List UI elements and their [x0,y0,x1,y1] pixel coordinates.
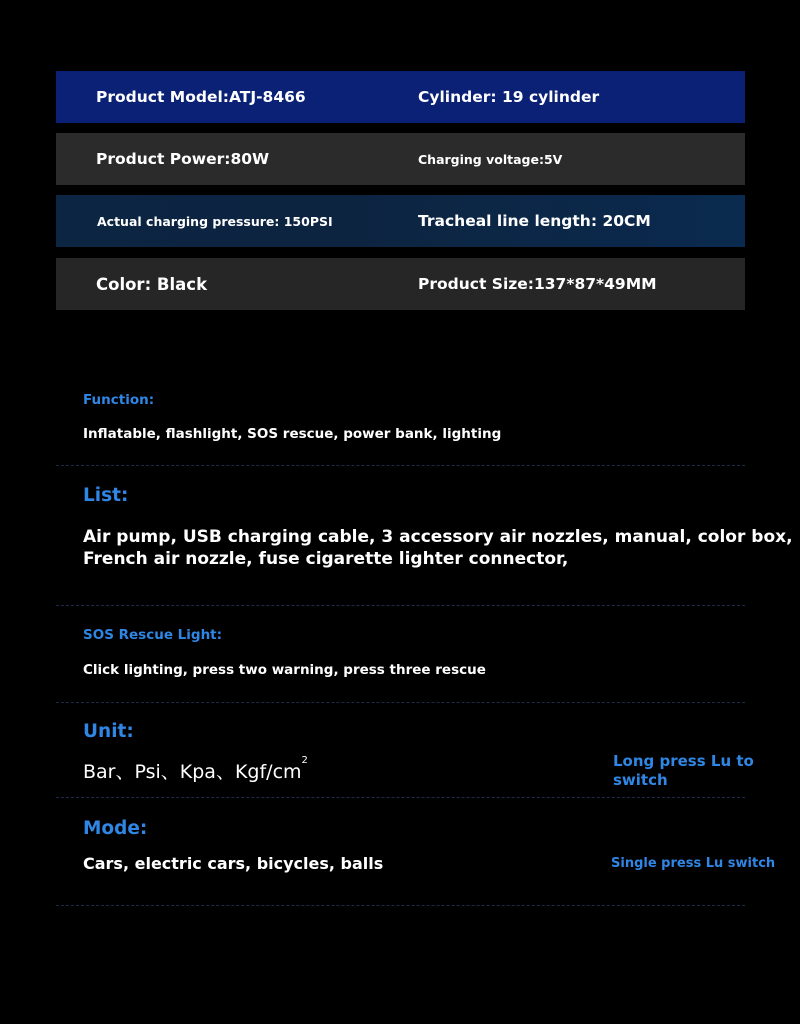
list-text-line-2: French air nozzle, fuse cigarette lighter connector, [83,549,569,569]
unit-switch-note-line-2: switch [613,771,668,789]
spec-tracheal-length: Tracheal line length: 20CM [418,212,651,230]
spec-row-model [56,71,745,123]
spec-row-color [56,258,745,310]
unit-switch-note-line-1: Long press Lu to [613,752,754,770]
spec-product-power: Product Power:80W [96,150,270,168]
unit-values: Bar、Psi、Kpa、Kgf/cm [83,761,302,783]
list-label: List: [83,485,129,506]
spec-product-size: Product Size:137*87*49MM [418,275,657,293]
function-text: Inflatable, flashlight, SOS rescue, power bank, lighting [83,426,502,442]
mode-label: Mode: [83,818,148,839]
unit-switch-note [613,752,754,790]
unit-superscript: 2 [301,755,308,766]
sos-text: Click lighting, press two warning, press three rescue [83,662,486,678]
divider [56,605,745,606]
spec-product-model: Product Model:ATJ-8466 [96,88,306,106]
divider [56,702,745,703]
divider [56,465,745,466]
divider [56,905,745,906]
spec-charging-pressure: Actual charging pressure: 150PSI [97,213,333,229]
unit-label: Unit: [83,721,134,742]
spec-cylinder: Cylinder: 19 cylinder [418,88,600,106]
spec-row-pressure [56,195,745,247]
sos-label: SOS Rescue Light: [83,627,223,643]
spec-charging-voltage: Charging voltage:5V [418,151,563,167]
list-text-line-1: Air pump, USB charging cable, 3 accessory air nozzles, manual, color box, [83,527,793,547]
mode-text: Cars, electric cars, bicycles, balls [83,854,384,873]
function-label: Function: [83,392,155,408]
mode-switch-note: Single press Lu switch [611,856,776,871]
unit-text [83,757,308,784]
divider [56,797,745,798]
spec-row-power [56,133,745,185]
spec-color: Color: Black [96,274,208,294]
